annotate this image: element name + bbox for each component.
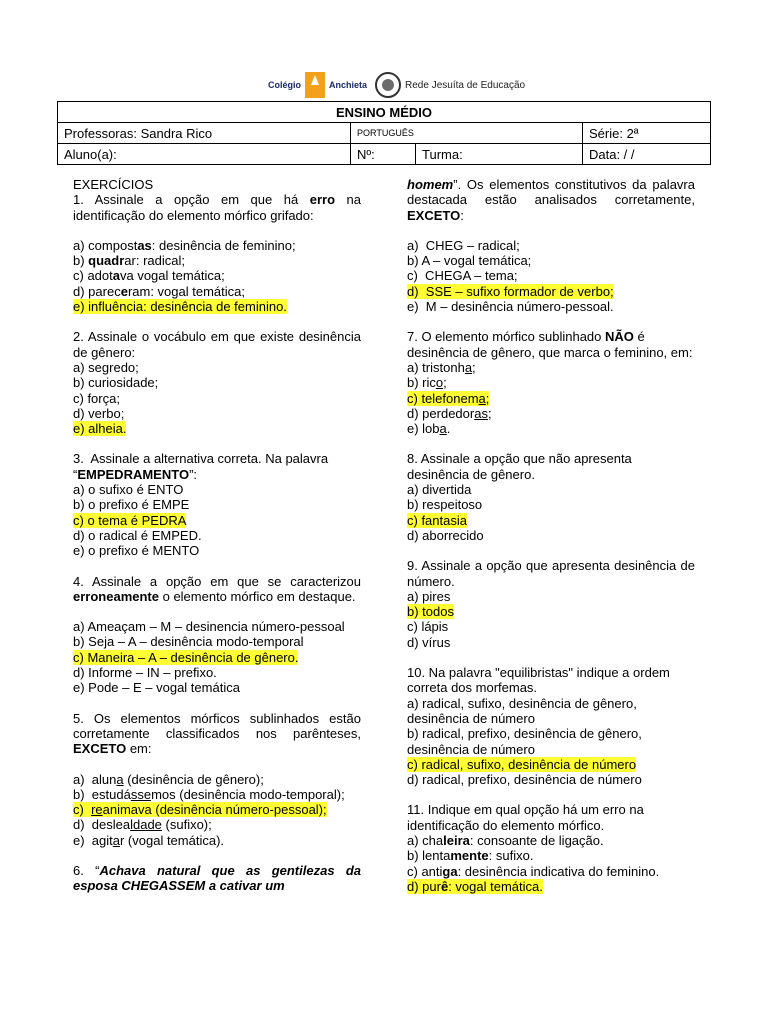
q8-stem: 8. Assinale a opção que não apresenta desinência de gênero. bbox=[407, 451, 636, 482]
q11-option-c: c) antiga: desinência indicativa do feminino. bbox=[407, 863, 660, 879]
q5-stem: 5. Os elementos mórficos sublinhados estão corretamente classificados nos parênteses, EXCETO em: bbox=[73, 710, 365, 757]
header-disciplina: PORTUGUÊS bbox=[351, 123, 583, 144]
q5-option-a: a) aluna (desinência de gênero); bbox=[73, 771, 264, 787]
q7-option-e: e) loba. bbox=[407, 421, 451, 437]
logo-colegio: Colégio bbox=[268, 80, 301, 90]
q2-option-b: b) curiosidade; bbox=[73, 375, 159, 391]
q10-option-b: b) radical, prefixo, desinência de gênero, desinência de número bbox=[407, 726, 646, 757]
q10-option-a: a) radical, sufixo, desinência de gênero, desinência de número bbox=[407, 695, 641, 726]
q6-option-c: c) CHEGA – tema; bbox=[407, 268, 518, 284]
q11-option-a: a) chaleira: consoante de ligação. bbox=[407, 832, 604, 848]
q6-option-a: a) CHEG – radical; bbox=[407, 237, 520, 253]
q11-option-d: d) purê: vogal temática. bbox=[407, 878, 543, 894]
q4-option-c: c) Maneira – A – desinência de gênero. bbox=[73, 649, 299, 665]
q4-option-e: e) Pode – E – vogal temática bbox=[73, 680, 240, 696]
q6-option-e: e) M – desinência número-pessoal. bbox=[407, 299, 614, 315]
q6-stem: 6. “Achava natural que as gentilezas da esposa CHEGASSEM a cativar um bbox=[73, 862, 365, 894]
q4-option-d: d) Informe – IN – prefixo. bbox=[73, 665, 217, 681]
q8-option-c: c) fantasia bbox=[407, 512, 467, 528]
q8-option-a: a) divertida bbox=[407, 482, 472, 498]
q3-word: “EMPEDRAMENTO”: bbox=[73, 466, 198, 482]
q3-stem: 3. Assinale a alternativa correta. Na palavra bbox=[73, 451, 329, 467]
q5-option-c: c) reanimava (desinência número-pessoal); bbox=[73, 802, 327, 818]
q9-option-a: a) pires bbox=[407, 588, 451, 604]
anchieta-a-icon bbox=[305, 72, 325, 98]
q2-option-e: e) alheia. bbox=[73, 421, 127, 437]
q1-option-c: c) adotava vogal temática; bbox=[73, 268, 225, 284]
q8-option-d: d) aborrecido bbox=[407, 527, 484, 543]
q9-option-d: d) vírus bbox=[407, 634, 451, 650]
q9-stem: 9. Assinale a opção que apresenta desinência de número. bbox=[407, 558, 699, 589]
header-turma: Turma: bbox=[416, 144, 583, 165]
q11-stem: 11. Indique em qual opção há um erro na identificação do elemento mórfico. bbox=[407, 802, 648, 833]
q7-option-d: d) perdedoras; bbox=[407, 405, 492, 421]
q5-option-e: e) agitar (vogal temática). bbox=[73, 832, 225, 848]
q2-option-d: d) verbo; bbox=[73, 405, 125, 421]
q9-option-c: c) lápis bbox=[407, 619, 449, 635]
q3-option-e: e) o prefixo é MENTO bbox=[73, 543, 200, 559]
q3-option-b: b) o prefixo é EMPE bbox=[73, 497, 190, 513]
q7-option-c: c) telefonema; bbox=[407, 390, 490, 406]
q7-option-b: b) rico; bbox=[407, 375, 447, 391]
header-serie: Série: 2ª bbox=[583, 123, 711, 144]
q6-option-d: d) SSE – sufixo formador de verbo; bbox=[407, 283, 614, 299]
q4-option-a: a) Ameaçam – M – desinencia número-pessoal bbox=[73, 619, 345, 635]
q2-option-c: c) força; bbox=[73, 390, 120, 406]
right-column bbox=[407, 177, 699, 894]
q1-option-b: b) quadrar: radical; bbox=[73, 253, 185, 269]
header-data: Data: / / bbox=[583, 144, 711, 165]
logo-rede: Rede Jesuíta de Educação bbox=[405, 79, 526, 91]
q4-stem: 4. Assinale a opção em que se caracterizou erroneamente o elemento mórfico em destaque. bbox=[73, 573, 365, 604]
q3-option-a: a) o sufixo é ENTO bbox=[73, 482, 184, 498]
q1-option-d: d) pareceram: vogal temática; bbox=[73, 283, 245, 299]
q7-stem: 7. O elemento mórfico sublinhado NÃO é desinência de gênero, que marca o feminino, em: bbox=[407, 329, 693, 360]
school-logo bbox=[268, 70, 525, 100]
q5-option-b: b) estudássemos (desinência modo-temporal); bbox=[73, 786, 345, 802]
q10-option-d: d) radical, prefixo, desinência de número bbox=[407, 772, 642, 788]
header-professoras: Professoras: Sandra Rico bbox=[58, 123, 351, 144]
q2-option-a: a) segredo; bbox=[73, 359, 139, 375]
header-table bbox=[57, 101, 711, 165]
header-title: ENSINO MÉDIO bbox=[58, 102, 711, 123]
q6-option-b: b) A – vogal temática; bbox=[407, 253, 532, 269]
heading: EXERCÍCIOS bbox=[73, 177, 154, 192]
q10-option-c: c) radical, sufixo, desinência de número bbox=[407, 756, 637, 772]
left-column bbox=[73, 177, 365, 894]
q10-stem: 10. Na palavra "equilibristas" indique a ordem correta dos morfemas. bbox=[407, 665, 674, 696]
q8-option-b: b) respeitoso bbox=[407, 497, 483, 513]
q4-option-b: b) Seja – A – desinência modo-temporal bbox=[73, 634, 304, 650]
q6-stem-cont: homem”. Os elementos constitutivos da palavra destacada estão analisados corretamente, EXCETO: bbox=[407, 177, 699, 223]
q5-option-d: d) deslealdade (sufixo); bbox=[73, 817, 212, 833]
q1-option-a: a) compostas: desinência de feminino; bbox=[73, 237, 296, 253]
logo-anchieta: Anchieta bbox=[329, 80, 368, 90]
header-numero: Nº: bbox=[351, 144, 416, 165]
q2-stem: 2. Assinale o vocábulo em que existe desinência de gênero: bbox=[73, 329, 365, 360]
q3-option-d: d) o radical é EMPED. bbox=[73, 527, 202, 543]
q11-option-b: b) lentamente: sufixo. bbox=[407, 848, 534, 864]
jesuit-seal-icon bbox=[375, 72, 401, 98]
q1-option-e: e) influência: desinência de feminino. bbox=[73, 299, 287, 315]
header-aluno: Aluno(a): bbox=[58, 144, 351, 165]
q1-stem: 1. Assinale a opção em que há erro na identificação do elemento mórfico grifado: bbox=[73, 192, 365, 223]
q3-option-c: c) o tema é PEDRA bbox=[73, 512, 187, 528]
q9-option-b: b) todos bbox=[407, 604, 454, 620]
q7-option-a: a) tristonha; bbox=[407, 359, 476, 375]
